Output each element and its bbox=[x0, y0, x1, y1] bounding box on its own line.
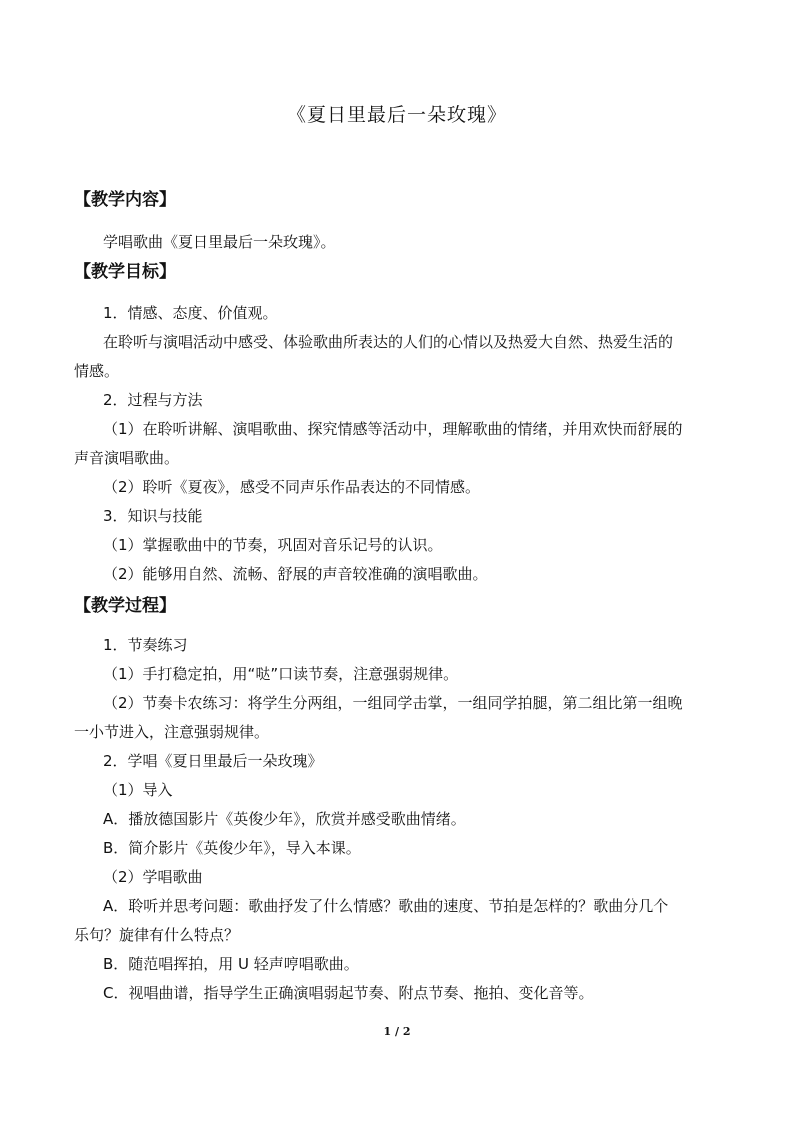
section-heading-content: 【教学内容】 bbox=[74, 190, 176, 210]
paragraph-line: 情感。 bbox=[74, 362, 120, 380]
paragraph-line: （1）在聆听讲解、演唱歌曲、探究情感等活动中，理解歌曲的情绪，并用欢快而舒展的 bbox=[103, 420, 683, 438]
paragraph-line: A．播放德国影片《英俊少年》，欣赏并感受歌曲情绪。 bbox=[103, 810, 466, 828]
paragraph-line: 一小节进入，注意强弱规律。 bbox=[74, 723, 270, 741]
paragraph-line: 1．节奏练习 bbox=[103, 636, 188, 654]
paragraph-line: 2．学唱《夏日里最后一朵玫瑰》 bbox=[103, 752, 323, 770]
paragraph-line: （1）手打稳定拍，用“哒”口读节奏，注意强弱规律。 bbox=[103, 665, 459, 683]
paragraph-line: 3．知识与技能 bbox=[103, 507, 203, 525]
page-number: 1 / 2 bbox=[383, 1025, 411, 1038]
paragraph-line: （2）能够用自然、流畅、舒展的声音较准确的演唱歌曲。 bbox=[103, 565, 488, 583]
paragraph-line: 1．情感、态度、价值观。 bbox=[103, 304, 278, 322]
paragraph-line: （2）节奏卡农练习：将学生分两组，一组同学击掌，一组同学拍腿，第二组比第一组晚 bbox=[103, 694, 683, 712]
paragraph-line: 乐句？旋律有什么特点？ bbox=[74, 926, 240, 944]
document-title: 《夏日里最后一朵玫瑰》 bbox=[286, 104, 507, 126]
paragraph-line: 在聆听与演唱活动中感受、体验歌曲所表达的人们的心情以及热爱大自然、热爱生活的 bbox=[103, 333, 674, 351]
paragraph-line: C．视唱曲谱，指导学生正确演唱弱起节奏、附点节奏、拖拍、变化音等。 bbox=[103, 984, 594, 1002]
paragraph-line: 声音演唱歌曲。 bbox=[74, 449, 180, 467]
paragraph-line: （2）学唱歌曲 bbox=[103, 868, 203, 886]
paragraph-line: （1）掌握歌曲中的节奏，巩固对音乐记号的认识。 bbox=[103, 536, 443, 554]
paragraph-line: （1）导入 bbox=[103, 781, 173, 799]
section-heading-goals: 【教学目标】 bbox=[74, 262, 176, 282]
paragraph-line: B．随范唱挥拍，用 U 轻声哼唱歌曲。 bbox=[103, 955, 359, 973]
paragraph-line: （2）聆听《夏夜》，感受不同声乐作品表达的不同情感。 bbox=[103, 478, 481, 496]
paragraph-line: 学唱歌曲《夏日里最后一朵玫瑰》。 bbox=[103, 233, 336, 251]
paragraph-line: 2．过程与方法 bbox=[103, 391, 203, 409]
section-heading-process: 【教学过程】 bbox=[74, 596, 176, 616]
paragraph-line: B．简介影片《英俊少年》，导入本课。 bbox=[103, 839, 361, 857]
paragraph-line: A．聆听并思考问题：歌曲抒发了什么情感？歌曲的速度、节拍是怎样的？歌曲分几个 bbox=[103, 897, 669, 915]
